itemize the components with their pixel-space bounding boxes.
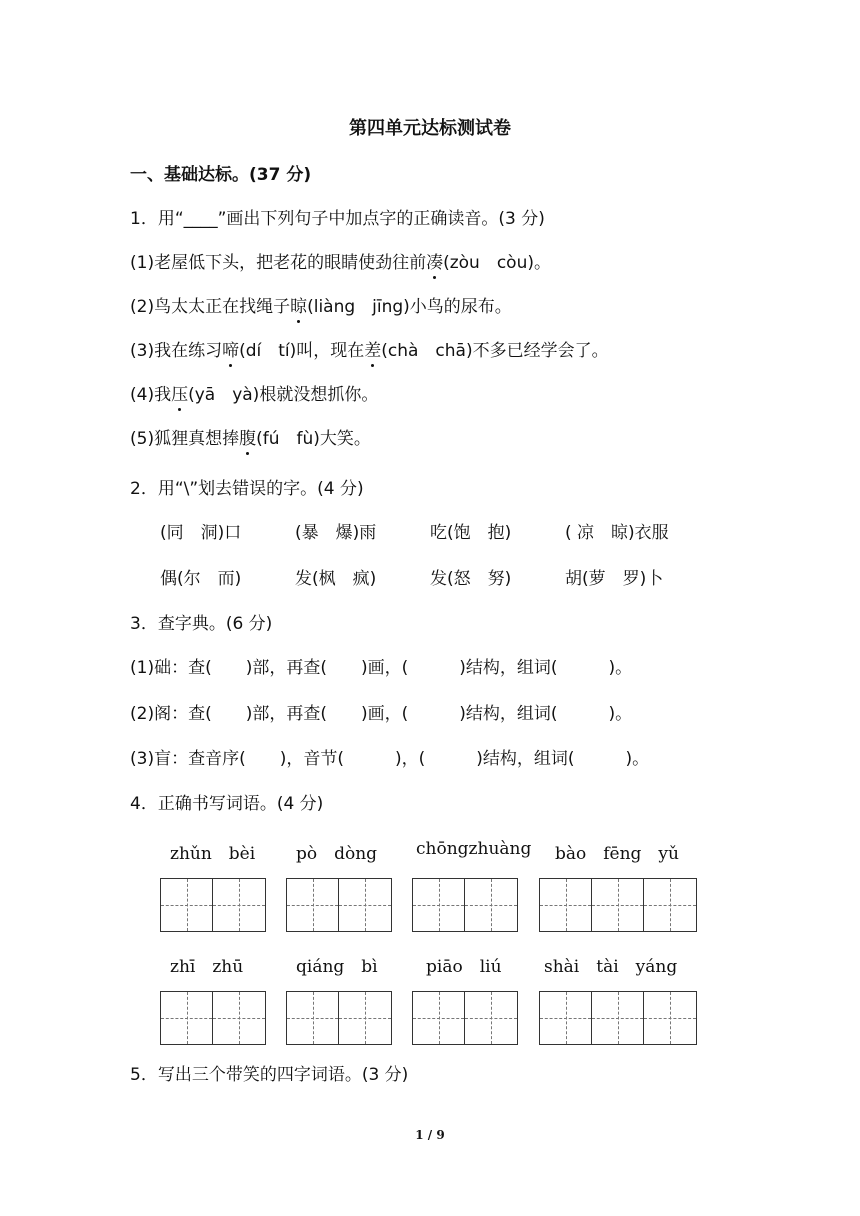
writing-grid[interactable] xyxy=(160,991,266,1045)
q2-option: 偶(尔 而) xyxy=(160,569,242,589)
q2-option: ( 凉 晾)衣服 xyxy=(565,523,669,543)
q1-item-text: (1)老屋低下头，把老花的眼睛使劲往前 xyxy=(130,253,427,273)
pinyin-label: zhī zhū xyxy=(170,957,244,977)
dotted-char: 腹 xyxy=(239,429,257,449)
q1-item-3 xyxy=(130,340,609,362)
pinyin-label: bào fēng yǔ xyxy=(555,844,679,864)
q1-item-options: (liàng jīng)小鸟的尿布。 xyxy=(307,297,512,317)
q2-option: 吃(饱 抱) xyxy=(430,523,512,543)
writing-grid[interactable] xyxy=(286,878,392,932)
q3-item-3: (3)盲：查音序( )，音节( )，( )结构，组词( )。 xyxy=(130,749,650,769)
page-number: 1 / 9 xyxy=(415,1128,445,1142)
question-4-heading: 4．正确书写词语。(4 分) xyxy=(130,794,324,814)
q1-item-options: (fú fù)大笑。 xyxy=(256,429,371,449)
page-title: 第四单元达标测试卷 xyxy=(349,118,511,139)
dotted-char: 啼 xyxy=(222,341,240,361)
writing-grid[interactable] xyxy=(160,878,266,932)
q2-option: (暴 爆)雨 xyxy=(295,523,377,543)
q3-item-2: (2)阁：查( )部，再查( )画，( )结构，组词( )。 xyxy=(130,704,633,724)
q1-item-text: (2)鸟太太正在找绳子 xyxy=(130,297,291,317)
q2-option: (同 洞)口 xyxy=(160,523,242,543)
question-5-heading: 5．写出三个带笑的四字词语。(3 分) xyxy=(130,1065,409,1085)
question-2-heading: 2．用“\”划去错误的字。(4 分) xyxy=(130,479,364,499)
q1-item-text: (5)狐狸真想捧 xyxy=(130,429,240,449)
dotted-char: 压 xyxy=(171,385,189,405)
q1-item-1 xyxy=(130,252,551,274)
q3-item-1: (1)础：查( )部，再查( )画，( )结构，组词( )。 xyxy=(130,658,633,678)
pinyin-label: pò dòng xyxy=(296,844,378,864)
q1-item-text: (4)我 xyxy=(130,385,172,405)
writing-grid[interactable] xyxy=(539,878,697,932)
q1-item-5 xyxy=(130,428,371,450)
q2-option: 发(怒 努) xyxy=(430,569,512,589)
pinyin-label: shài tài yáng xyxy=(544,957,678,977)
section-heading: 一、基础达标。(37 分) xyxy=(130,165,312,185)
q1-item-options: (chà chā)不多已经学会了。 xyxy=(381,341,609,361)
q1-item-options: (yā yà)根就没想抓你。 xyxy=(188,385,379,405)
pinyin-label: zhǔn bèi xyxy=(170,844,256,864)
writing-grid[interactable] xyxy=(412,991,518,1045)
q2-option: 胡(萝 罗)卜 xyxy=(565,569,664,589)
q1-item-options: (zòu còu)。 xyxy=(443,253,551,273)
question-1-heading: 1．用“____”画出下列句子中加点字的正确读音。(3 分) xyxy=(130,209,545,229)
dotted-char: 差 xyxy=(364,341,382,361)
pinyin-label: piāo liú xyxy=(426,957,502,977)
q1-item-text: (3)我在练习 xyxy=(130,341,223,361)
pinyin-label: chōngzhuàng xyxy=(416,839,532,859)
q1-item-2 xyxy=(130,296,512,318)
q1-item-text: (dí tí)叫，现在 xyxy=(239,341,365,361)
writing-grid[interactable] xyxy=(412,878,518,932)
writing-grid[interactable] xyxy=(286,991,392,1045)
dotted-char: 凑 xyxy=(426,253,444,273)
q2-option: 发(枫 疯) xyxy=(295,569,377,589)
q1-item-4 xyxy=(130,384,378,406)
pinyin-label: qiáng bì xyxy=(296,957,378,977)
dotted-char: 晾 xyxy=(290,297,308,317)
writing-grid[interactable] xyxy=(539,991,697,1045)
question-3-heading: 3．查字典。(6 分) xyxy=(130,614,273,634)
